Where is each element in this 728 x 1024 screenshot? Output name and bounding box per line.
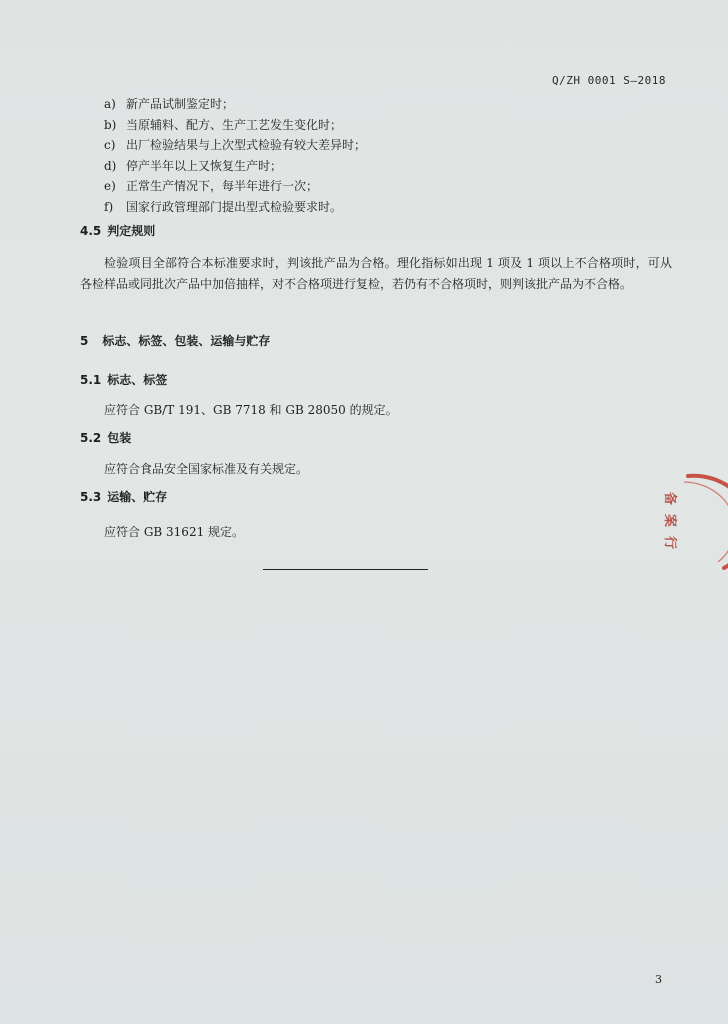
svg-text:案: 案 bbox=[662, 514, 677, 528]
list-item-text: 正常生产情况下，每半年进行一次； bbox=[126, 179, 319, 194]
section-number: 5.1 bbox=[80, 373, 102, 387]
list-item-text: 新产品试制鉴定时； bbox=[126, 97, 235, 111]
list-item bbox=[104, 176, 366, 197]
svg-text:行: 行 bbox=[662, 536, 677, 550]
section-title: 判定规则 bbox=[107, 224, 156, 238]
list-marker: b) bbox=[104, 117, 117, 132]
section-5-3-body: 应符合 GB 31621 规定。 bbox=[104, 525, 245, 539]
list-marker: e) bbox=[104, 179, 116, 194]
section-heading-5 bbox=[80, 332, 270, 349]
section-5-1-body: 应符合 GB/T 191、GB 7718 和 GB 28050 的规定。 bbox=[104, 403, 398, 417]
section-heading-5-2 bbox=[80, 429, 131, 446]
section-title: 标志、标签 bbox=[107, 373, 168, 387]
judgment-rules-paragraph: 检验项目全部符合本标准要求时，判该批产品为合格。理化指标如出现 1 项及 1 项以上不合格项时，可从各检样品或同批次产品中加倍抽样，对不合格项进行复检，若仍有不合格项时，则判该批产品为不合格。 bbox=[80, 256, 672, 291]
list-item-text: 国家行政管理部门提出型式检验要求时。 bbox=[126, 199, 343, 214]
section-title: 标志、标签、包装、运输与贮存 bbox=[102, 334, 271, 348]
list-item-text: 出厂检验结果与上次型式检验有较大差异时； bbox=[126, 138, 367, 153]
list-marker: c) bbox=[104, 138, 116, 153]
red-seal-stamp bbox=[658, 468, 728, 578]
page-number: 3 bbox=[655, 973, 662, 986]
inspection-conditions-list bbox=[104, 94, 366, 218]
svg-text:备: 备 bbox=[662, 492, 677, 506]
list-item bbox=[104, 115, 366, 136]
list-item-text: 当原辅料、配方、生产工艺发生变化时； bbox=[126, 117, 343, 132]
list-item bbox=[104, 94, 366, 115]
list-marker: f) bbox=[104, 199, 114, 214]
section-number: 5.3 bbox=[80, 490, 102, 504]
section-heading-5-3 bbox=[80, 488, 167, 505]
section-heading-5-1 bbox=[80, 371, 167, 388]
list-item-text: 停产半年以上又恢复生产时； bbox=[126, 158, 283, 173]
list-item bbox=[104, 197, 366, 218]
section-heading-4-5 bbox=[80, 222, 155, 239]
list-marker: a) bbox=[104, 97, 116, 111]
section-title: 包装 bbox=[107, 431, 132, 445]
section-title: 运输、贮存 bbox=[107, 490, 168, 504]
section-number: 4.5 bbox=[80, 224, 102, 238]
section-number: 5 bbox=[80, 334, 89, 348]
section-number: 5.2 bbox=[80, 431, 102, 445]
list-item bbox=[104, 156, 366, 177]
list-item bbox=[104, 135, 366, 156]
end-rule bbox=[263, 569, 428, 570]
list-marker: d) bbox=[104, 158, 117, 173]
document-code: Q/ZH 0001 S—2018 bbox=[552, 74, 666, 87]
section-5-2-body: 应符合食品安全国家标准及有关规定。 bbox=[104, 462, 309, 476]
